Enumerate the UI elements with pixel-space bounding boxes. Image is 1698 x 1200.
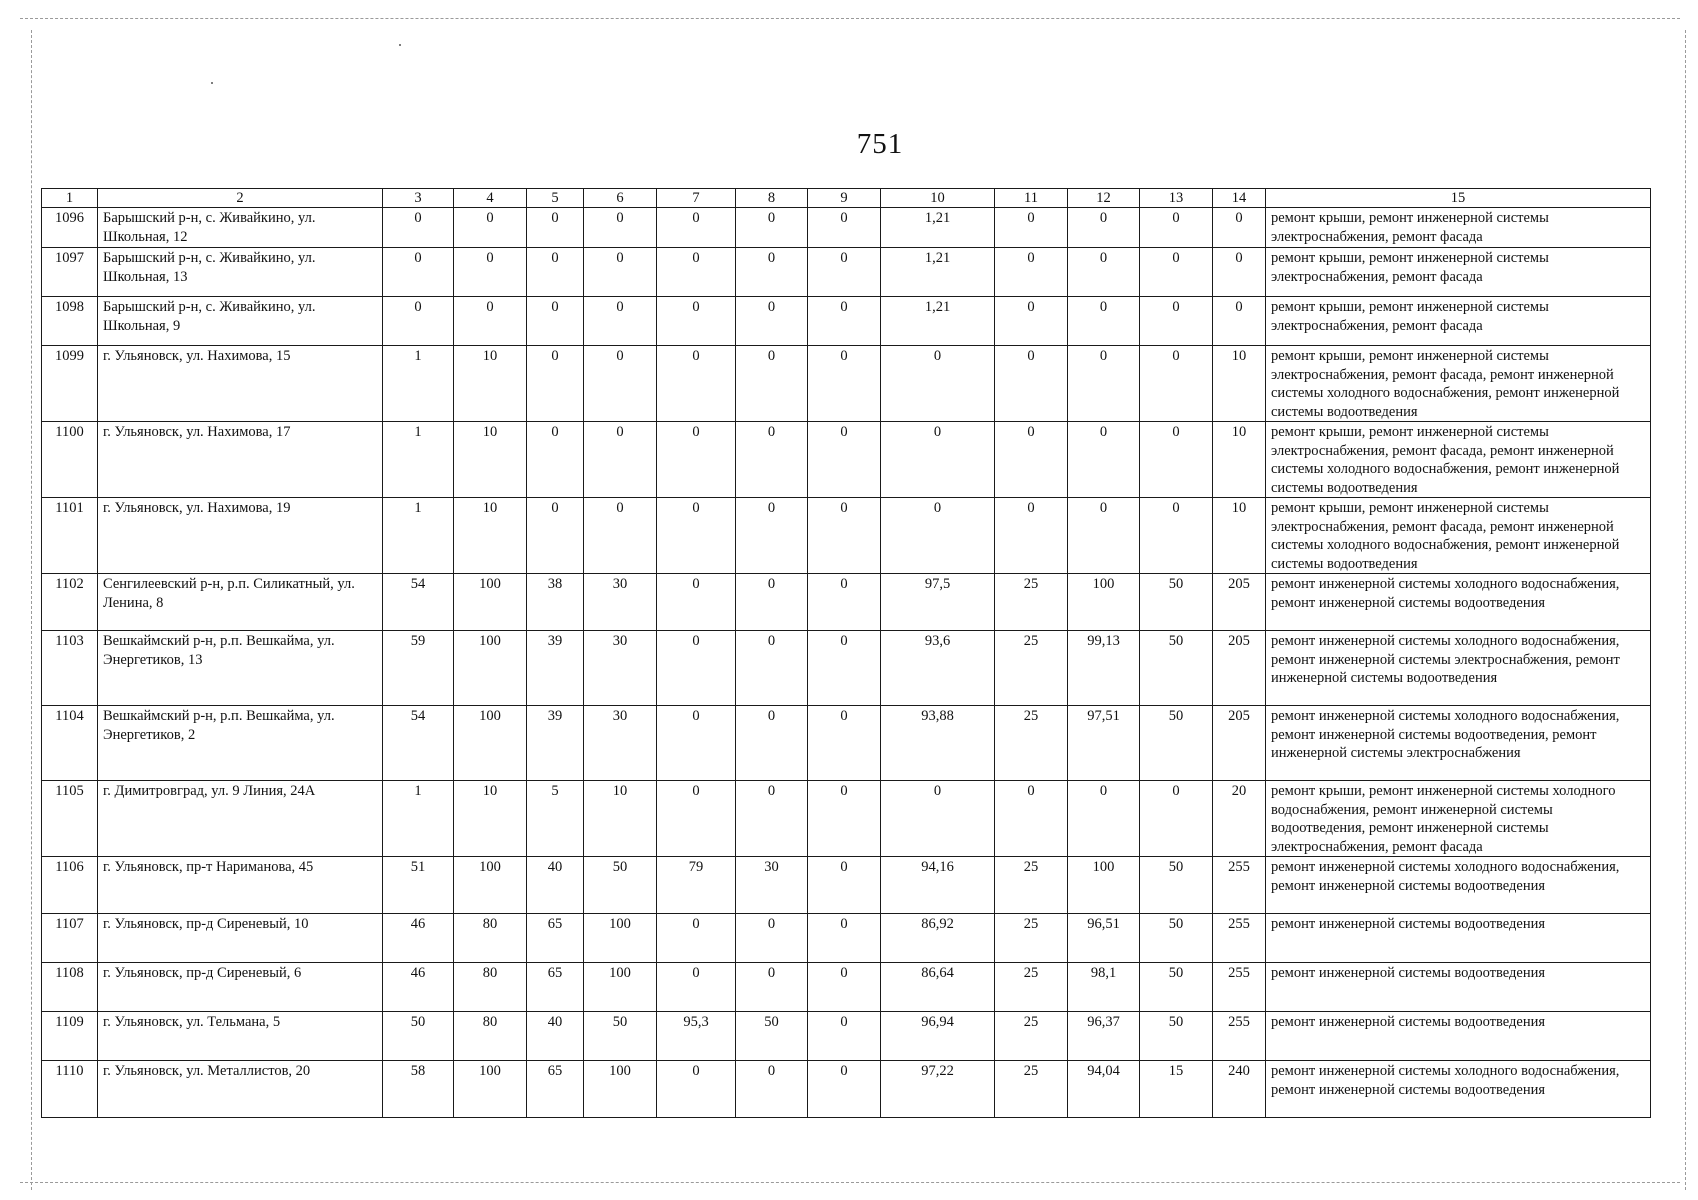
value-cell-col-3: 1 xyxy=(383,346,454,422)
value-cell-col-6: 0 xyxy=(584,208,657,248)
value-cell-col-3: 50 xyxy=(383,1012,454,1061)
value-cell-col-14: 10 xyxy=(1213,498,1266,574)
value-cell-col-8: 30 xyxy=(736,857,808,914)
row-number-cell: 1103 xyxy=(42,631,98,706)
address-cell: г. Димитровград, ул. 9 Линия, 24А xyxy=(98,781,383,857)
column-header: 13 xyxy=(1140,189,1213,208)
row-number-cell: 1105 xyxy=(42,781,98,857)
value-cell-col-12: 94,04 xyxy=(1068,1061,1140,1118)
value-cell-col-7: 0 xyxy=(657,914,736,963)
column-header: 5 xyxy=(527,189,584,208)
repair-works-cell: ремонт инженерной системы холодного водоснабжения, ремонт инженерной системы водоотведения xyxy=(1266,1061,1651,1118)
address-cell: г. Ульяновск, ул. Тельмана, 5 xyxy=(98,1012,383,1061)
value-cell-col-14: 0 xyxy=(1213,208,1266,248)
table-row xyxy=(42,1012,1651,1061)
value-cell-col-14: 255 xyxy=(1213,857,1266,914)
repair-works-cell: ремонт крыши, ремонт инженерной системы электроснабжения, ремонт фасада xyxy=(1266,297,1651,346)
value-cell-col-11: 0 xyxy=(995,781,1068,857)
value-cell-col-4: 10 xyxy=(454,781,527,857)
value-cell-col-10: 94,16 xyxy=(881,857,995,914)
column-header: 3 xyxy=(383,189,454,208)
column-header: 11 xyxy=(995,189,1068,208)
value-cell-col-3: 54 xyxy=(383,574,454,631)
value-cell-col-11: 0 xyxy=(995,346,1068,422)
value-cell-col-13: 50 xyxy=(1140,631,1213,706)
value-cell-col-7: 0 xyxy=(657,422,736,498)
address-cell: г. Ульяновск, ул. Нахимова, 15 xyxy=(98,346,383,422)
value-cell-col-3: 46 xyxy=(383,914,454,963)
row-number-cell: 1098 xyxy=(42,297,98,346)
value-cell-col-7: 0 xyxy=(657,498,736,574)
value-cell-col-12: 0 xyxy=(1068,208,1140,248)
column-header: 9 xyxy=(808,189,881,208)
repair-works-cell: ремонт инженерной системы холодного водоснабжения, ремонт инженерной системы электроснабжения, ремонт инженерной системы водоотведения xyxy=(1266,631,1651,706)
column-header: 12 xyxy=(1068,189,1140,208)
value-cell-col-14: 205 xyxy=(1213,631,1266,706)
value-cell-col-9: 0 xyxy=(808,208,881,248)
scan-speck xyxy=(211,82,213,84)
value-cell-col-12: 100 xyxy=(1068,857,1140,914)
value-cell-col-5: 39 xyxy=(527,706,584,781)
address-cell: г. Ульяновск, ул. Нахимова, 19 xyxy=(98,498,383,574)
value-cell-col-5: 0 xyxy=(527,297,584,346)
value-cell-col-3: 1 xyxy=(383,781,454,857)
value-cell-col-13: 0 xyxy=(1140,208,1213,248)
value-cell-col-5: 5 xyxy=(527,781,584,857)
value-cell-col-4: 100 xyxy=(454,1061,527,1118)
table-row xyxy=(42,248,1651,297)
repair-works-cell: ремонт инженерной системы водоотведения xyxy=(1266,963,1651,1012)
value-cell-col-5: 0 xyxy=(527,422,584,498)
address-cell: г. Ульяновск, пр-д Сиреневый, 6 xyxy=(98,963,383,1012)
value-cell-col-14: 205 xyxy=(1213,574,1266,631)
data-table xyxy=(41,188,1651,1118)
value-cell-col-10: 86,92 xyxy=(881,914,995,963)
value-cell-col-9: 0 xyxy=(808,297,881,346)
value-cell-col-8: 0 xyxy=(736,297,808,346)
table-row xyxy=(42,857,1651,914)
row-number-cell: 1110 xyxy=(42,1061,98,1118)
repair-works-cell: ремонт крыши, ремонт инженерной системы электроснабжения, ремонт фасада, ремонт инженерной системы холодного водоснабжения, ремонт инженерной системы водоотведения xyxy=(1266,346,1651,422)
row-number-cell: 1107 xyxy=(42,914,98,963)
value-cell-col-8: 0 xyxy=(736,631,808,706)
value-cell-col-5: 65 xyxy=(527,914,584,963)
value-cell-col-6: 0 xyxy=(584,422,657,498)
value-cell-col-14: 255 xyxy=(1213,1012,1266,1061)
address-cell: Барышский р-н, с. Живайкино, ул. Школьная, 9 xyxy=(98,297,383,346)
value-cell-col-10: 1,21 xyxy=(881,297,995,346)
value-cell-col-14: 255 xyxy=(1213,914,1266,963)
table-row xyxy=(42,781,1651,857)
value-cell-col-9: 0 xyxy=(808,248,881,297)
value-cell-col-8: 0 xyxy=(736,248,808,297)
column-header: 2 xyxy=(98,189,383,208)
value-cell-col-13: 0 xyxy=(1140,422,1213,498)
table-row xyxy=(42,297,1651,346)
value-cell-col-7: 0 xyxy=(657,706,736,781)
table-row xyxy=(42,208,1651,248)
row-number-cell: 1104 xyxy=(42,706,98,781)
value-cell-col-6: 30 xyxy=(584,574,657,631)
table-row xyxy=(42,706,1651,781)
value-cell-col-10: 96,94 xyxy=(881,1012,995,1061)
value-cell-col-3: 59 xyxy=(383,631,454,706)
value-cell-col-7: 0 xyxy=(657,574,736,631)
value-cell-col-8: 0 xyxy=(736,963,808,1012)
value-cell-col-12: 0 xyxy=(1068,248,1140,297)
value-cell-col-12: 96,37 xyxy=(1068,1012,1140,1061)
row-number-cell: 1096 xyxy=(42,208,98,248)
row-number-cell: 1109 xyxy=(42,1012,98,1061)
value-cell-col-13: 50 xyxy=(1140,857,1213,914)
repair-works-cell: ремонт инженерной системы холодного водоснабжения, ремонт инженерной системы водоотведения, ремонт инженерной системы электроснабжения xyxy=(1266,706,1651,781)
value-cell-col-4: 80 xyxy=(454,963,527,1012)
value-cell-col-9: 0 xyxy=(808,1061,881,1118)
scan-border-top xyxy=(20,18,1680,19)
value-cell-col-3: 0 xyxy=(383,297,454,346)
value-cell-col-9: 0 xyxy=(808,781,881,857)
column-header: 6 xyxy=(584,189,657,208)
value-cell-col-9: 0 xyxy=(808,1012,881,1061)
value-cell-col-9: 0 xyxy=(808,498,881,574)
value-cell-col-11: 0 xyxy=(995,498,1068,574)
value-cell-col-10: 93,88 xyxy=(881,706,995,781)
value-cell-col-4: 80 xyxy=(454,1012,527,1061)
value-cell-col-13: 0 xyxy=(1140,248,1213,297)
value-cell-col-6: 100 xyxy=(584,963,657,1012)
value-cell-col-8: 0 xyxy=(736,422,808,498)
value-cell-col-13: 0 xyxy=(1140,781,1213,857)
value-cell-col-6: 0 xyxy=(584,346,657,422)
value-cell-col-11: 25 xyxy=(995,1061,1068,1118)
value-cell-col-4: 10 xyxy=(454,422,527,498)
scan-border-left xyxy=(31,30,32,1190)
value-cell-col-12: 99,13 xyxy=(1068,631,1140,706)
value-cell-col-7: 0 xyxy=(657,631,736,706)
value-cell-col-5: 39 xyxy=(527,631,584,706)
value-cell-col-10: 0 xyxy=(881,346,995,422)
value-cell-col-12: 0 xyxy=(1068,498,1140,574)
value-cell-col-10: 1,21 xyxy=(881,208,995,248)
row-number-cell: 1100 xyxy=(42,422,98,498)
value-cell-col-8: 0 xyxy=(736,706,808,781)
repair-works-cell: ремонт крыши, ремонт инженерной системы электроснабжения, ремонт фасада, ремонт инженерной системы холодного водоснабжения, ремонт инженерной системы водоотведения xyxy=(1266,498,1651,574)
table-row xyxy=(42,498,1651,574)
table-row xyxy=(42,574,1651,631)
value-cell-col-9: 0 xyxy=(808,963,881,1012)
value-cell-col-13: 50 xyxy=(1140,1012,1213,1061)
value-cell-col-10: 0 xyxy=(881,422,995,498)
value-cell-col-13: 0 xyxy=(1140,498,1213,574)
value-cell-col-10: 97,5 xyxy=(881,574,995,631)
value-cell-col-14: 0 xyxy=(1213,248,1266,297)
value-cell-col-6: 50 xyxy=(584,1012,657,1061)
address-cell: Сенгилеевский р-н, р.п. Силикатный, ул. Ленина, 8 xyxy=(98,574,383,631)
value-cell-col-7: 0 xyxy=(657,248,736,297)
value-cell-col-14: 205 xyxy=(1213,706,1266,781)
row-number-cell: 1101 xyxy=(42,498,98,574)
value-cell-col-7: 0 xyxy=(657,208,736,248)
repair-works-cell: ремонт инженерной системы водоотведения xyxy=(1266,914,1651,963)
value-cell-col-3: 51 xyxy=(383,857,454,914)
value-cell-col-6: 50 xyxy=(584,857,657,914)
value-cell-col-8: 50 xyxy=(736,1012,808,1061)
value-cell-col-9: 0 xyxy=(808,346,881,422)
table-row xyxy=(42,422,1651,498)
value-cell-col-8: 0 xyxy=(736,1061,808,1118)
column-header: 1 xyxy=(42,189,98,208)
address-cell: г. Ульяновск, ул. Металлистов, 20 xyxy=(98,1061,383,1118)
value-cell-col-10: 93,6 xyxy=(881,631,995,706)
value-cell-col-7: 0 xyxy=(657,963,736,1012)
address-cell: г. Ульяновск, пр-д Сиреневый, 10 xyxy=(98,914,383,963)
value-cell-col-7: 79 xyxy=(657,857,736,914)
value-cell-col-7: 0 xyxy=(657,1061,736,1118)
value-cell-col-14: 255 xyxy=(1213,963,1266,1012)
value-cell-col-13: 0 xyxy=(1140,297,1213,346)
scan-border-bottom xyxy=(20,1182,1680,1183)
value-cell-col-12: 0 xyxy=(1068,781,1140,857)
table-body xyxy=(42,208,1651,1118)
column-header: 15 xyxy=(1266,189,1651,208)
value-cell-col-11: 25 xyxy=(995,631,1068,706)
column-header: 8 xyxy=(736,189,808,208)
value-cell-col-3: 46 xyxy=(383,963,454,1012)
table-row xyxy=(42,963,1651,1012)
value-cell-col-6: 10 xyxy=(584,781,657,857)
value-cell-col-3: 1 xyxy=(383,498,454,574)
value-cell-col-10: 0 xyxy=(881,498,995,574)
scan-speck xyxy=(399,44,401,46)
value-cell-col-5: 0 xyxy=(527,208,584,248)
repair-works-cell: ремонт инженерной системы холодного водоснабжения, ремонт инженерной системы водоотведения xyxy=(1266,857,1651,914)
row-number-cell: 1108 xyxy=(42,963,98,1012)
value-cell-col-5: 0 xyxy=(527,248,584,297)
value-cell-col-8: 0 xyxy=(736,574,808,631)
value-cell-col-4: 80 xyxy=(454,914,527,963)
repair-works-cell: ремонт инженерной системы холодного водоснабжения, ремонт инженерной системы водоотведения xyxy=(1266,574,1651,631)
value-cell-col-4: 0 xyxy=(454,297,527,346)
value-cell-col-6: 100 xyxy=(584,914,657,963)
value-cell-col-11: 25 xyxy=(995,574,1068,631)
address-cell: Барышский р-н, с. Живайкино, ул. Школьная, 12 xyxy=(98,208,383,248)
table-row xyxy=(42,631,1651,706)
page-number: 751 xyxy=(856,128,904,160)
table-row xyxy=(42,1061,1651,1118)
value-cell-col-4: 0 xyxy=(454,248,527,297)
repair-works-cell: ремонт крыши, ремонт инженерной системы холодного водоснабжения, ремонт инженерной системы водоотведения, ремонт инженерной системы электроснабжения, ремонт фасада xyxy=(1266,781,1651,857)
value-cell-col-4: 100 xyxy=(454,857,527,914)
value-cell-col-10: 97,22 xyxy=(881,1061,995,1118)
value-cell-col-5: 0 xyxy=(527,498,584,574)
column-header: 10 xyxy=(881,189,995,208)
value-cell-col-14: 10 xyxy=(1213,422,1266,498)
value-cell-col-7: 0 xyxy=(657,297,736,346)
value-cell-col-8: 0 xyxy=(736,208,808,248)
value-cell-col-3: 54 xyxy=(383,706,454,781)
value-cell-col-9: 0 xyxy=(808,631,881,706)
value-cell-col-7: 0 xyxy=(657,346,736,422)
value-cell-col-14: 240 xyxy=(1213,1061,1266,1118)
value-cell-col-14: 10 xyxy=(1213,346,1266,422)
value-cell-col-7: 0 xyxy=(657,781,736,857)
value-cell-col-12: 0 xyxy=(1068,346,1140,422)
row-number-cell: 1097 xyxy=(42,248,98,297)
value-cell-col-13: 50 xyxy=(1140,574,1213,631)
row-number-cell: 1099 xyxy=(42,346,98,422)
value-cell-col-11: 25 xyxy=(995,1012,1068,1061)
value-cell-col-3: 58 xyxy=(383,1061,454,1118)
value-cell-col-6: 0 xyxy=(584,498,657,574)
value-cell-col-13: 50 xyxy=(1140,706,1213,781)
value-cell-col-5: 0 xyxy=(527,346,584,422)
address-cell: Барышский р-н, с. Живайкино, ул. Школьная, 13 xyxy=(98,248,383,297)
value-cell-col-11: 0 xyxy=(995,248,1068,297)
value-cell-col-9: 0 xyxy=(808,422,881,498)
repair-works-cell: ремонт крыши, ремонт инженерной системы электроснабжения, ремонт фасада, ремонт инженерной системы холодного водоснабжения, ремонт инженерной системы водоотведения xyxy=(1266,422,1651,498)
value-cell-col-9: 0 xyxy=(808,706,881,781)
value-cell-col-11: 0 xyxy=(995,422,1068,498)
value-cell-col-5: 40 xyxy=(527,1012,584,1061)
value-cell-col-12: 0 xyxy=(1068,297,1140,346)
value-cell-col-3: 0 xyxy=(383,208,454,248)
column-header: 14 xyxy=(1213,189,1266,208)
value-cell-col-11: 25 xyxy=(995,857,1068,914)
value-cell-col-11: 0 xyxy=(995,208,1068,248)
value-cell-col-11: 0 xyxy=(995,297,1068,346)
value-cell-col-12: 96,51 xyxy=(1068,914,1140,963)
address-cell: г. Ульяновск, пр-т Нариманова, 45 xyxy=(98,857,383,914)
value-cell-col-11: 25 xyxy=(995,963,1068,1012)
value-cell-col-4: 0 xyxy=(454,208,527,248)
value-cell-col-4: 100 xyxy=(454,574,527,631)
repair-works-cell: ремонт крыши, ремонт инженерной системы электроснабжения, ремонт фасада xyxy=(1266,248,1651,297)
value-cell-col-3: 0 xyxy=(383,248,454,297)
address-cell: г. Ульяновск, ул. Нахимова, 17 xyxy=(98,422,383,498)
value-cell-col-11: 25 xyxy=(995,706,1068,781)
value-cell-col-7: 95,3 xyxy=(657,1012,736,1061)
value-cell-col-6: 100 xyxy=(584,1061,657,1118)
value-cell-col-5: 65 xyxy=(527,1061,584,1118)
value-cell-col-10: 86,64 xyxy=(881,963,995,1012)
address-cell: Вешкаймский р-н, р.п. Вешкайма, ул. Энергетиков, 2 xyxy=(98,706,383,781)
value-cell-col-9: 0 xyxy=(808,914,881,963)
value-cell-col-10: 0 xyxy=(881,781,995,857)
column-header: 7 xyxy=(657,189,736,208)
value-cell-col-11: 25 xyxy=(995,914,1068,963)
table-row xyxy=(42,346,1651,422)
value-cell-col-14: 20 xyxy=(1213,781,1266,857)
column-number-row xyxy=(42,189,1651,208)
value-cell-col-4: 100 xyxy=(454,706,527,781)
row-number-cell: 1106 xyxy=(42,857,98,914)
scan-border-right xyxy=(1685,30,1686,1190)
value-cell-col-8: 0 xyxy=(736,781,808,857)
value-cell-col-8: 0 xyxy=(736,346,808,422)
value-cell-col-6: 30 xyxy=(584,631,657,706)
column-header: 4 xyxy=(454,189,527,208)
value-cell-col-5: 65 xyxy=(527,963,584,1012)
value-cell-col-8: 0 xyxy=(736,498,808,574)
row-number-cell: 1102 xyxy=(42,574,98,631)
table-row xyxy=(42,914,1651,963)
value-cell-col-6: 0 xyxy=(584,248,657,297)
value-cell-col-13: 50 xyxy=(1140,963,1213,1012)
value-cell-col-13: 0 xyxy=(1140,346,1213,422)
value-cell-col-10: 1,21 xyxy=(881,248,995,297)
value-cell-col-8: 0 xyxy=(736,914,808,963)
value-cell-col-4: 10 xyxy=(454,498,527,574)
value-cell-col-6: 0 xyxy=(584,297,657,346)
value-cell-col-14: 0 xyxy=(1213,297,1266,346)
value-cell-col-9: 0 xyxy=(808,857,881,914)
value-cell-col-12: 0 xyxy=(1068,422,1140,498)
value-cell-col-4: 100 xyxy=(454,631,527,706)
value-cell-col-4: 10 xyxy=(454,346,527,422)
value-cell-col-3: 1 xyxy=(383,422,454,498)
value-cell-col-5: 38 xyxy=(527,574,584,631)
value-cell-col-5: 40 xyxy=(527,857,584,914)
repair-works-cell: ремонт крыши, ремонт инженерной системы электроснабжения, ремонт фасада xyxy=(1266,208,1651,248)
value-cell-col-6: 30 xyxy=(584,706,657,781)
address-cell: Вешкаймский р-н, р.п. Вешкайма, ул. Энергетиков, 13 xyxy=(98,631,383,706)
value-cell-col-13: 50 xyxy=(1140,914,1213,963)
repair-works-cell: ремонт инженерной системы водоотведения xyxy=(1266,1012,1651,1061)
value-cell-col-12: 98,1 xyxy=(1068,963,1140,1012)
value-cell-col-12: 100 xyxy=(1068,574,1140,631)
value-cell-col-12: 97,51 xyxy=(1068,706,1140,781)
value-cell-col-13: 15 xyxy=(1140,1061,1213,1118)
value-cell-col-9: 0 xyxy=(808,574,881,631)
